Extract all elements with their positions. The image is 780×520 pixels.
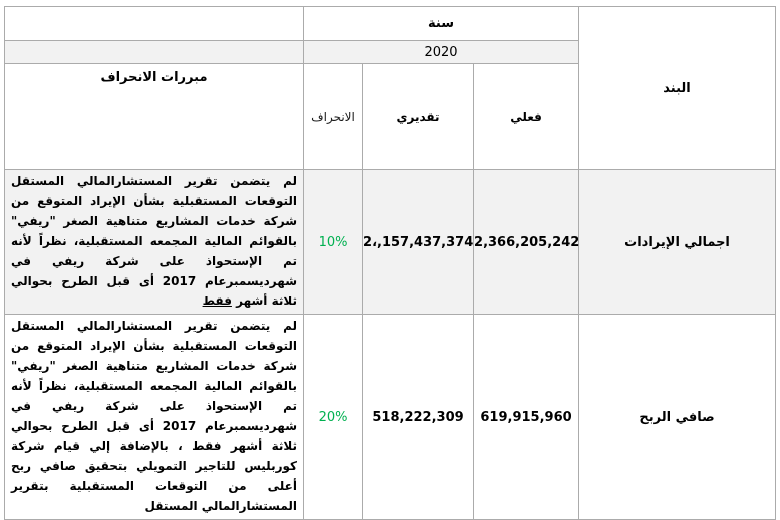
row-item-net-profit: صافي الربح xyxy=(579,315,776,520)
corner-empty-cell xyxy=(5,7,304,41)
shaded-empty-cell xyxy=(5,41,304,64)
header-deviation: الانحراف xyxy=(304,64,363,170)
justification-underlined-word: فقط xyxy=(202,294,232,308)
header-justification: مبررات الانحراف xyxy=(5,64,304,170)
estimated-value: 2،,157,437,374 xyxy=(363,170,474,315)
deviation-percent: 20% xyxy=(304,315,363,520)
deviation-table xyxy=(4,6,776,520)
header-estimated: تقديري xyxy=(363,64,474,170)
justification-text xyxy=(5,315,304,520)
header-year: سنة xyxy=(304,7,579,41)
header-year-value: 2020 xyxy=(304,41,579,64)
actual-value: 619,915,960 xyxy=(474,315,579,520)
actual-value: 2,366,205,242 xyxy=(474,170,579,315)
header-actual: فعلي xyxy=(474,64,579,170)
justification-text xyxy=(5,170,304,315)
deviation-percent: 10% xyxy=(304,170,363,315)
justification-body: لم يتضمن تقرير المستشارالمالي المستقل التوقعات المستقبلية بشأن الإيراد المتوقع من شركة خدمات المشاريع متناهية الصغر "ريفي" بالقوائم المالية المجمعه المستقبلية، نظراً لأنه تم الإستحواذ على شركة ريفي في شهرديسمبرعام 2017 أى قبل الطرح بحوالي ثلاثة أشهر xyxy=(11,174,297,308)
header-item: البند xyxy=(579,7,776,170)
estimated-value: 518,222,309 xyxy=(363,315,474,520)
justification-body: لم يتضمن تقرير المستشارالمالي المستقل التوقعات المستقبلية بشأن الإيراد المتوقع من شركة خدمات المشاريع متناهية الصغر "ريفي" بالقوائم المالية المجمعه المستقبلية، نظراً لأنه تم الإستحواذ على شركة ريفي في شهرديسمبرعام 2017 أى قبل الطرح بحوالي ثلاثة أشهر فقط ، بالإضافة إلي قيام شركة كوربليس للتاجير التمويلي بتحقيق صافي ربح أعلى من التوقعات المستقبلية بتقرير المستشارالمالي المستقل xyxy=(11,319,297,513)
row-item-total-revenues: اجمالي الإيرادات xyxy=(579,170,776,315)
